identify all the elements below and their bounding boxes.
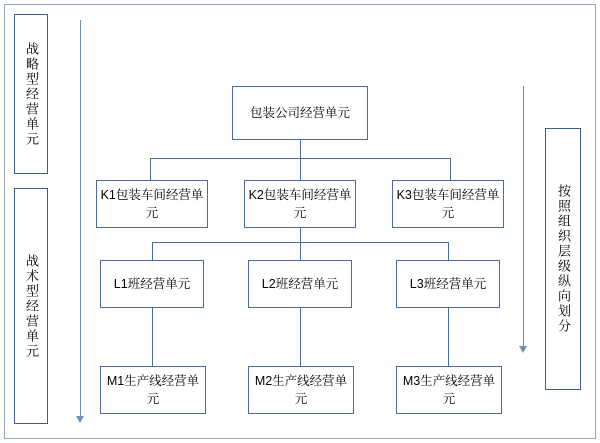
- left-axis-arrow-head: [76, 416, 84, 423]
- side-label-tactical: 战术型经营单元: [14, 188, 48, 424]
- node-k2[interactable]: K2包装车间经营单元: [244, 180, 356, 228]
- node-m3[interactable]: M3生产线经营单元: [396, 366, 502, 414]
- node-l1[interactable]: L1班经营单元: [100, 260, 204, 308]
- node-m1[interactable]: M1生产线经营单元: [100, 366, 206, 414]
- side-label-vertical-division: 按照组织层级纵向划分: [545, 128, 581, 390]
- node-l2[interactable]: L2班经营单元: [248, 260, 352, 308]
- side-label-strategic: 战略型经营单元: [14, 14, 48, 174]
- connector-k2-to-lbus: [300, 228, 301, 242]
- connector-k2-down: [300, 158, 301, 180]
- connector-l3-down: [448, 242, 449, 260]
- connector-l1-to-m1: [152, 308, 153, 366]
- connector-root-down: [300, 140, 301, 158]
- right-axis-arrow-line: [523, 86, 524, 348]
- connector-l2-down: [300, 242, 301, 260]
- node-root[interactable]: 包装公司经营单元: [232, 86, 368, 140]
- connector-k1-down: [150, 158, 151, 180]
- connector-l2-to-m2: [300, 308, 301, 366]
- node-k1[interactable]: K1包装车间经营单元: [96, 180, 208, 228]
- node-l3[interactable]: L3班经营单元: [396, 260, 500, 308]
- right-axis-arrow-head: [519, 346, 527, 353]
- connector-l1-down: [152, 242, 153, 260]
- left-axis-arrow-line: [80, 20, 81, 418]
- connector-k3-down: [450, 158, 451, 180]
- node-m2[interactable]: M2生产线经营单元: [248, 366, 354, 414]
- connector-l3-to-m3: [448, 308, 449, 366]
- node-k3[interactable]: K3包装车间经营单元: [392, 180, 504, 228]
